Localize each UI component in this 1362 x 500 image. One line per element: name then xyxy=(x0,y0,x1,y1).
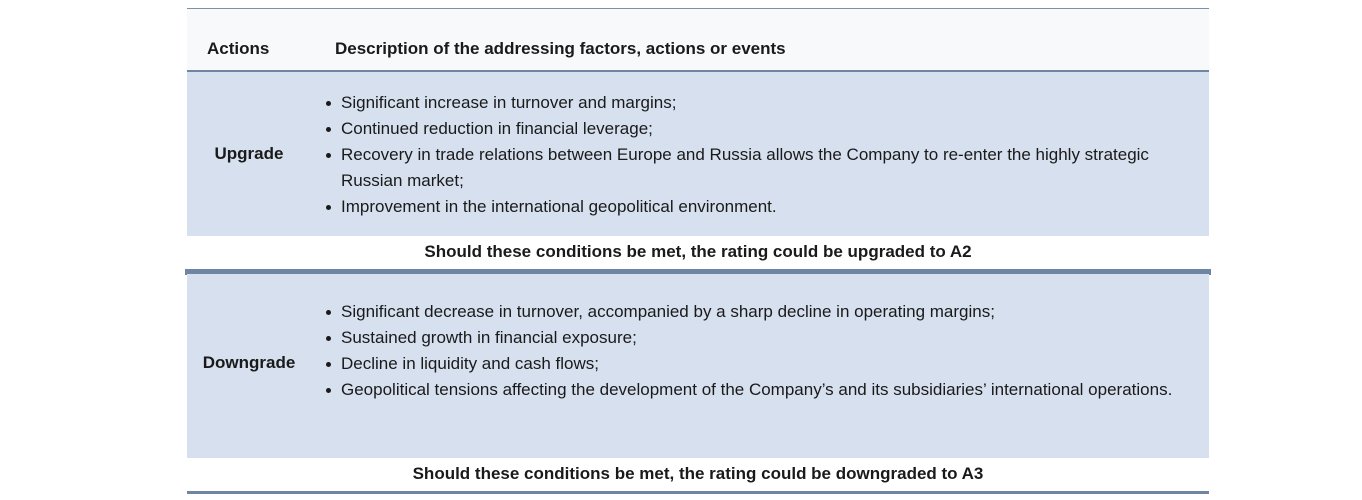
list-item: Improvement in the international geopolitical environment. xyxy=(341,194,1201,220)
list-item: Continued reduction in financial leverage; xyxy=(341,116,1201,142)
actions-column-header: Actions xyxy=(207,39,270,58)
downgrade-factors-list xyxy=(321,299,1201,403)
list-item: Significant increase in turnover and margins; xyxy=(341,90,1201,116)
downgrade-label: Downgrade xyxy=(202,353,296,372)
list-item: Geopolitical tensions affecting the development of the Company’s and its subsidiaries’ international operations. xyxy=(341,377,1201,403)
table-header xyxy=(187,9,1209,72)
upgrade-label: Upgrade xyxy=(214,144,284,163)
downgrade-row xyxy=(187,274,1209,458)
upgrade-row xyxy=(187,72,1209,236)
list-item: Recovery in trade relations between Europe and Russia allows the Company to re-enter the highly strategic Russian market; xyxy=(341,142,1201,194)
list-item: Significant decrease in turnover, accompanied by a sharp decline in operating margins; xyxy=(341,299,1201,325)
table-bottom-rule xyxy=(187,491,1209,494)
list-item: Sustained growth in financial exposure; xyxy=(341,325,1201,351)
list-item: Decline in liquidity and cash flows; xyxy=(341,351,1201,377)
description-column-header: Description of the addressing factors, actions or events xyxy=(335,39,786,58)
upgrade-summary: Should these conditions be met, the rating could be upgraded to A2 xyxy=(187,236,1209,269)
downgrade-summary: Should these conditions be met, the rating could be downgraded to A3 xyxy=(187,458,1209,491)
upgrade-factors-list xyxy=(321,90,1201,220)
rating-actions-table xyxy=(187,8,1209,494)
